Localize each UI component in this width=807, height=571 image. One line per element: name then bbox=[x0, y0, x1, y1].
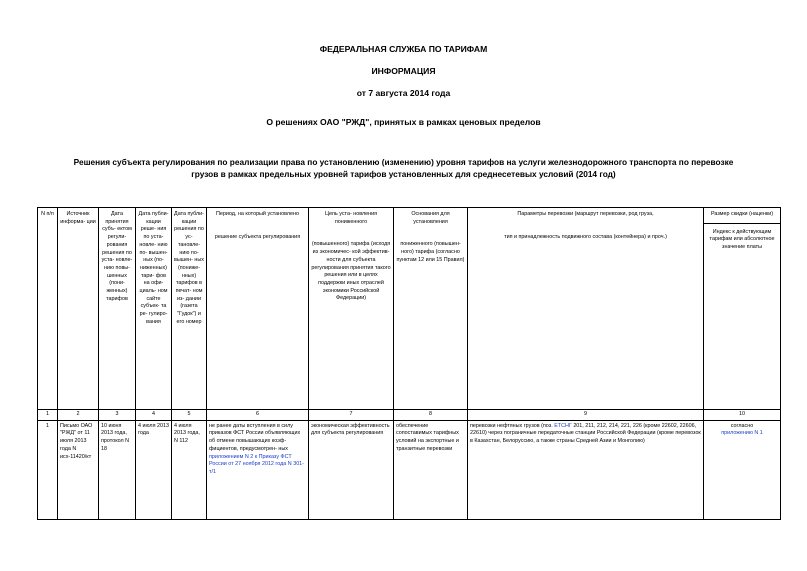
row-source: Письмо ОАО "РЖД" от 11 июля 2013 года N исх-11420/кт bbox=[58, 420, 99, 519]
header-site-publication-date: Дата публи- кации реше- ния по уста- новле- нию по- вышен- ных (по- ниженных) тари- фов на офи- циаль- ном сайте субъек- та ре- гулиро- вания bbox=[136, 208, 172, 410]
header-parameters bbox=[468, 208, 704, 410]
column-number: 5 bbox=[172, 410, 207, 421]
row-period bbox=[207, 420, 309, 519]
column-number: 1 bbox=[38, 410, 58, 421]
row-discount-pre: согласно bbox=[730, 422, 754, 429]
header-purpose-top: Цель уста- новления пониженного bbox=[324, 211, 378, 225]
table-caption bbox=[0, 156, 807, 180]
header-print-publication: Дата публи- кации решения по ус- тановле- нию по- вышен- ных (пониже- нных) тарифов в печат- ном из- дании (газета "Гудок") и его номер bbox=[172, 208, 207, 410]
table-row bbox=[38, 420, 781, 519]
document-subject: О решениях ОАО "РЖД", принятых в рамках ценовых пределов bbox=[266, 117, 541, 127]
column-number: 7 bbox=[309, 410, 394, 421]
document-type: ИНФОРМАЦИЯ bbox=[371, 66, 436, 76]
header-period bbox=[207, 208, 309, 410]
column-number: 2 bbox=[58, 410, 99, 421]
header-parameters-bottom: тип и принадлежность подвижного состава (контейнера) и проч.) bbox=[504, 233, 667, 240]
header-source: Источник информа- ции bbox=[58, 208, 99, 410]
header-purpose bbox=[309, 208, 394, 410]
row-print-publication: 4 июля 2013 года, N 112 bbox=[172, 420, 207, 519]
column-number: 6 bbox=[207, 410, 309, 421]
document-date: от 7 августа 2014 года bbox=[356, 88, 451, 98]
appendix-1-link[interactable]: приложению N 1 bbox=[721, 430, 763, 437]
column-number: 9 bbox=[468, 410, 704, 421]
header-decision-date: Дата принятия субъ- ектом регули- рования решения по уста- новле- нию повы- шенных (пони- женных) тарифов bbox=[99, 208, 136, 410]
header-parameters-top: Параметры перевозки (маршрут перевозки, род груза, bbox=[517, 211, 654, 217]
row-number: 1 bbox=[38, 420, 58, 519]
header-grounds-bottom: пониженного (повышен- ного) тарифа (согласно пунктам 12 или 15 Правил) bbox=[396, 241, 465, 263]
column-number-row bbox=[38, 410, 781, 421]
row-site-publication-date: 4 июля 2013 года bbox=[136, 420, 172, 519]
row-parameters-pre: перевозки нефтяных грузов (поз. bbox=[470, 422, 553, 429]
row-period-text: не ранее даты вступления в силу приказов ФСТ России объявляющих об отмене повышающих коэф- фициентов, предусмотрен- ных bbox=[209, 422, 301, 452]
column-number: 8 bbox=[394, 410, 468, 421]
column-number: 3 bbox=[99, 410, 136, 421]
agency-title: ФЕДЕРАЛЬНАЯ СЛУЖБА ПО ТАРИФАМ bbox=[319, 44, 488, 54]
header-period-top: Период, на который установлено bbox=[215, 211, 300, 217]
order-appendix-link[interactable]: приложением N 2 к Приказу ФСТ России от 27 ноября 2012 года N 301-т/1 bbox=[209, 453, 304, 475]
row-parameters-post: 201, 211, 212, 214, 221, 226 (кроме 22602, 22606, 22610) через пограничные передаточные станции Российской Федерации (кроме перевозок в Казахстан, Белоруссию, а также страны Средней Азии и Монголию) bbox=[470, 422, 701, 445]
column-number: 10 bbox=[704, 410, 781, 421]
row-parameters bbox=[468, 420, 704, 519]
column-number: 4 bbox=[136, 410, 172, 421]
table-caption-line-2: грузов в рамках предельных уровней тарифов установленных для среднесетевых условий (2014 год) bbox=[191, 169, 616, 179]
header-discount-top: Размер скидки (наценки) bbox=[710, 211, 774, 217]
etsng-link[interactable]: ЕТСНГ bbox=[554, 422, 572, 429]
header-purpose-bottom: (повышенного) тарифа (исходя из экономичес- кой эффектив- ности для субъекта регулирования принятия такого решения или в целях поддержки иных отраслей экономики Российской Федерации) bbox=[311, 241, 391, 302]
header-grounds-top: Основания для установления bbox=[411, 211, 450, 225]
header-number: N п/п bbox=[38, 208, 58, 410]
header-discount-bottom: Индекс к действующим тарифам или абсолютное значение платы bbox=[709, 228, 775, 251]
row-decision-date: 10 июня 2013 года, протокол N 18 bbox=[99, 420, 136, 519]
row-discount bbox=[704, 420, 781, 519]
row-purpose: экономическая эффективность для субъекта регулирования bbox=[309, 420, 394, 519]
table-caption-line-1: Решения субъекта регулирования по реализации права по установлению (изменению) уровня тарифов на услуги железнодорожного транспорта по перевозке bbox=[73, 157, 734, 167]
header-discount bbox=[704, 208, 781, 410]
tariff-decisions-table bbox=[37, 207, 781, 520]
table-header-row bbox=[38, 208, 781, 410]
row-grounds: обеспечение сопоставимых тарифных условий на экспортные и транзитные перевозки bbox=[394, 420, 468, 519]
header-period-bottom: решение субъекта регулирования bbox=[214, 233, 301, 240]
header-grounds bbox=[394, 208, 468, 410]
